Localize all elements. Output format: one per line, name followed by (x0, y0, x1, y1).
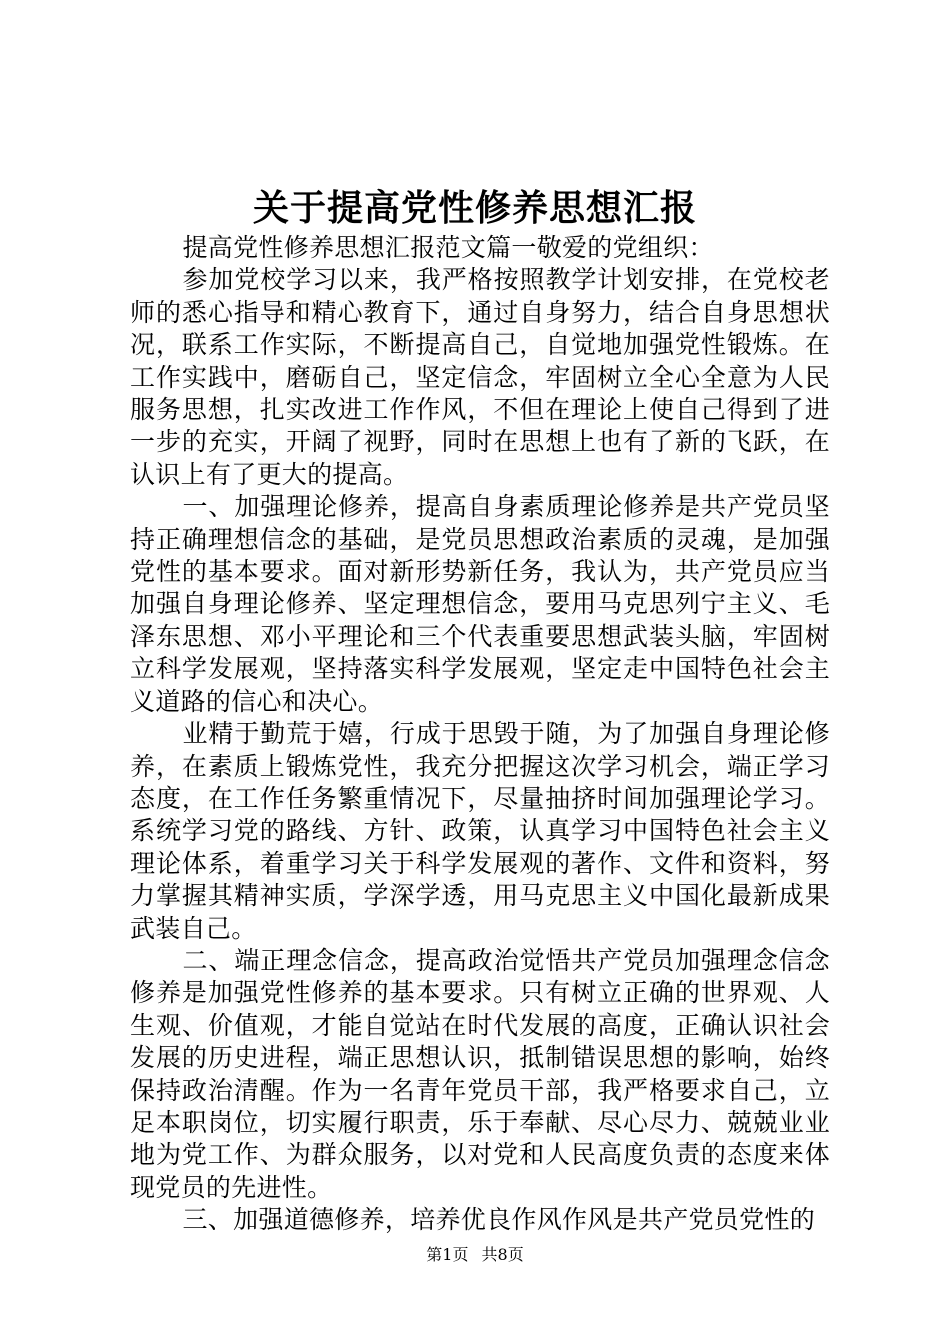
document-title: 关于提高党性修养思想汇报 (252, 187, 697, 229)
page-number: 第1页 (426, 1245, 469, 1264)
paragraph-section-3: 三、加强道德修养，培养优良作风作风是共产党员党性的 (182, 1205, 816, 1235)
page-footer (0, 1244, 950, 1266)
paragraph-section-2: 二、端正理念信念，提高政治觉悟共产党员加强理念信念修养是加强党性修养的基本要求。只有树立正确的世界观、人生观、价值观，才能自觉站在时代发展的高度，正确认识社会发展的历史进程，端正思想认识，抵制错误思想的影响，始终保持政治清醒。作为一名青年党员干部，我严格要求自己，立足本职岗位，切实履行职责，乐于奉献、尽心尽力、兢兢业业地为党工作、为群众服务，以对党和人民高度负责的态度来体现党员的先进性。 (130, 945, 830, 1202)
paragraph-greeting: 提高党性修养思想汇报范文篇一敬爱的党组织： (182, 233, 714, 262)
paragraph-intro: 参加党校学习以来，我严格按照教学计划安排，在党校老师的悉心指导和精心教育下，通过自身努力，结合自身思想状况，联系工作实际，不断提高自己，自觉地加强党性锻炼。在工作实践中，磨砺自己，坚定信念，牢固树立全心全意为人民服务思想，扎实改进工作作风，不但在理论上使自己得到了进一步的充实，开阔了视野，同时在思想上也有了新的飞跃，在认识上有了更大的提高。 (130, 265, 830, 489)
paragraph-section-1: 一、加强理论修养，提高自身素质理论修养是共产党员坚持正确理想信念的基础，是党员思想政治素质的灵魂，是加强党性的基本要求。面对新形势新任务，我认为，共产党员应当加强自身理论修养、坚定理想信念，要用马克思列宁主义、毛泽东思想、邓小平理论和三个代表重要思想武装头脑，牢固树立科学发展观，坚持落实科学发展观，坚定走中国特色社会主义道路的信心和决心。 (130, 492, 830, 716)
page-total: 共8页 (481, 1245, 524, 1264)
document-body (130, 232, 830, 1237)
paragraph-section-1-cont: 业精于勤荒于嬉，行成于思毁于随，为了加强自身理论修养，在素质上锻炼党性，我充分把握这次学习机会，端正学习态度，在工作任务繁重情况下，尽量抽挤时间加强理论学习。系统学习党的路线、方针、政策，认真学习中国特色社会主义理论体系，着重学习关于科学发展观的著作、文件和资料，努力掌握其精神实质，学深学透，用马克思主义中国化最新成果武装自己。 (130, 719, 830, 943)
